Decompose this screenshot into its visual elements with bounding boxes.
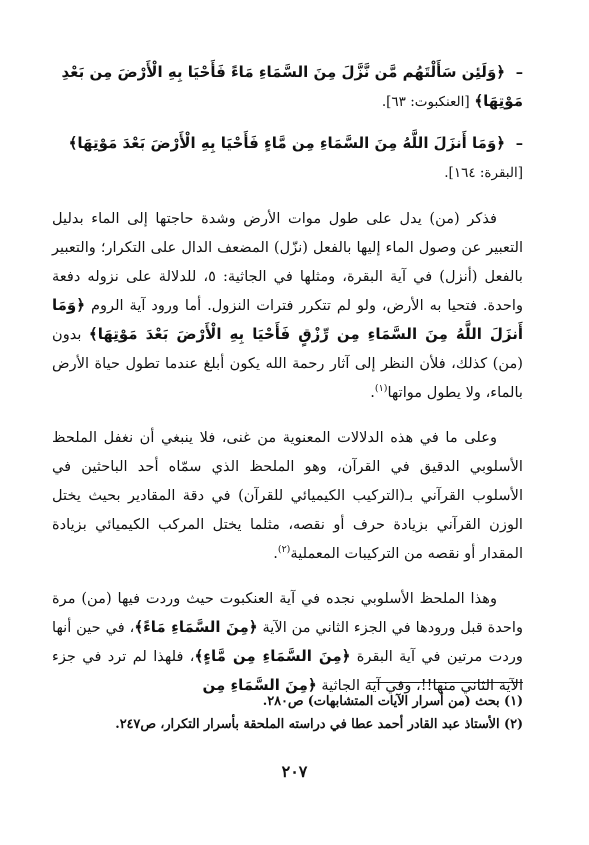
paragraph-3-part-2: ، في حين أنها وردت مرتين في آية البقرة [52, 619, 523, 665]
footnote-divider [368, 682, 523, 683]
verse-line-baqara [52, 129, 523, 188]
paragraph-3-part-3: ، فلهذا لم ترد في جزء الآية الثاني منها!!، وفي آية الجاثية [52, 648, 523, 694]
verse-dash: – [515, 64, 523, 81]
spacer [52, 568, 523, 584]
verse-reference-ankabut: [العنكبوت: ٦٣]. [381, 94, 470, 110]
page-number: ٢٠٧ [281, 762, 308, 781]
paragraph-1-part-1: فذكر (من) يدل على طول موات الأرض وشدة حاجتها إلى الماء بدليل التعبير عن وصول الماء إليها بالفعل (نزّل) المضعف الدال على التكرار؛ والتعبير بالفعل (أنزل) في آية البقرة، ومثلها في الجاثية: ٥، للدلالة على نزوله دفعة واحدة. فتحيا به الأرض، ولو لم تتكرر فترات النزول. أما ورود آية الروم [52, 210, 523, 314]
paragraph-1-end: . [370, 384, 375, 401]
quran-verse-baqara: ﴿وَمَا أَنزَلَ اللَّهُ مِنَ السَّمَاءِ مِن مَّاءٍ فَأَحْيَا بِهِ الْأَرْضَ بَعْدَ مَوْتِهَا﴾ [68, 134, 506, 152]
footnote-1: (١) بحث (من أسرار الآيات المتشابهات) ص٢٨٠. [262, 694, 523, 709]
footnote-2: (٢) الأستاذ عبد القادر أحمد عطا في دراسته الملحقة بأسرار التكرار، ص٢٤٧. [115, 717, 523, 732]
verse-line-ankabut [52, 58, 523, 117]
spacer [52, 117, 523, 129]
paragraph-3-part-1: وهذا الملحظ الأسلوبي نجده في آية العنكبوت حيث وردت فيها (من) مرة واحدة قبل ورودها في الجزء الثاني من الآية [52, 590, 524, 636]
paragraph-2-end: . [273, 545, 278, 562]
quran-fragment-1: ﴿مِنَ السَّمَاءِ مَاءً﴾ [134, 618, 258, 636]
paragraph-1-part-2: بدون (من) كذلك، فلأن النظر إلى آثار رحمة الله يكون أبلغ عندما تطول حياة الأرض بالماء، ولا يطول مواتها [52, 326, 523, 401]
quran-verse-ankabut: ﴿وَلَئِن سَأَلْتَهُم مَّن نَّزَّلَ مِنَ السَّمَاءِ مَاءً فَأَحْيَا بِهِ الْأَرْضَ مِن بَعْدِ مَوْتِهَا﴾ [61, 63, 523, 110]
paragraph-2-text: وعلى ما في هذه الدلالات المعنوية من غنى، فلا ينبغي أن نغفل الملحظ الأسلوبي الدقيق في القرآن، وهو الملحظ الذي سمّاه أحد الباحثين في الأسلوب القرآني بـ(التركيب الكيميائي للقرآن) في دقة المقادير بحيث يختل الوزن القرآني بزيادة حرف أو نقصه، مثلما يختل المركب الكيميائي بزيادة المقدار أو نقصه من التركيبات المعملية [52, 429, 523, 562]
footnote-mark-2: (٢) [277, 544, 291, 556]
paragraph-2 [52, 423, 523, 568]
spacer [52, 188, 523, 204]
footnotes [52, 690, 523, 736]
paragraph-1 [52, 204, 523, 407]
verse-dash: – [515, 135, 523, 152]
quran-fragment-2: ﴿مِنَ السَّمَاءِ مِن مَّاءٍ﴾ [194, 647, 351, 665]
quran-fragment-3: ﴿مِنَ السَّمَاءِ مِن [202, 676, 317, 694]
footnote-mark-1: (١) [374, 383, 388, 395]
verse-reference-baqara: [البقرة: ١٦٤]. [444, 165, 523, 181]
spacer [52, 407, 523, 423]
quran-verse-rum: ﴿وَمَا أَنزَلَ اللَّهُ مِنَ السَّمَاءِ مِن رِّزْقٍ فَأَحْيَا بِهِ الْأَرْضَ بَعْدَ مَوْتِهَا﴾ [52, 296, 523, 343]
